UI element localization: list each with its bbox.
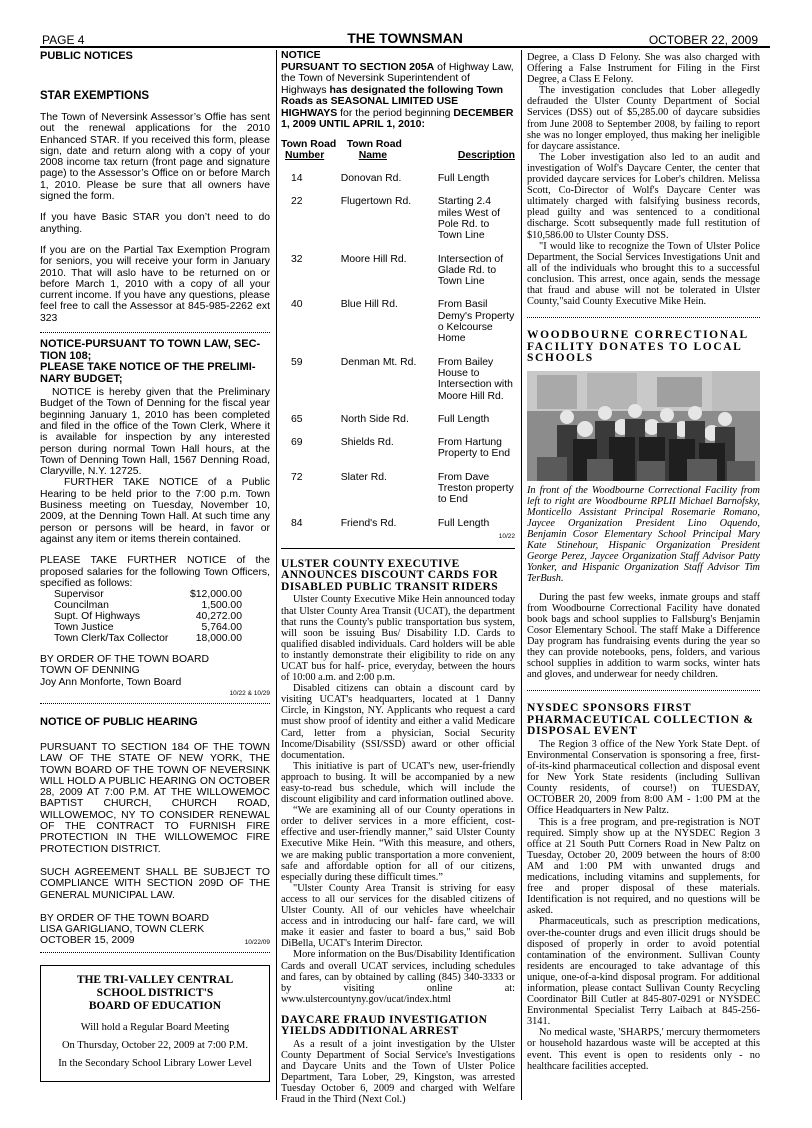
table-row: 40 Blue Hill Rd. From Basil Demy's Property o Kelcourse Home [291, 299, 515, 345]
star-paragraph: If you are on the Partial Tax Exemption Program for seniors, you will receive your form in January 2010. That will aslo have to be returned on or before March 1, 2010 with a copy of all your current income. If you have any questions, please feel free to call the Assessor at 845-985-2262 ext 323 [40, 244, 270, 324]
signature-line: BY ORDER OF THE TOWN BOARD [40, 654, 209, 666]
fraud-continued-paragraph: The investigation concludes that Lober allegedly defrauded the Ulster County Department of Social Services (DSS) out of $5,285.00 of daycare subsidies from June 2008 to September 2008, by failing to report she was no longer employed, thus making her ineligible for daycare assistance. [527, 85, 760, 152]
woodbourne-headline: WOODBOURNE CORRECTIONAL FACILITY DONATES TO LOCAL SCHOOLS [527, 329, 749, 365]
column-notices-news [281, 50, 515, 1105]
fraud-continued-paragraph: The Lober investigation also led to an audit and investigation of Wolf's Daycare Center, the center that provided daycare services for Lober's children. Melissa Scott, Co-Director of Wolf's Daycare Center was ultimately charged with falsifying business records, plead guilty and was sentenced to a conditional discharge. Scott subsequently made full restitution of $10,586.00 to Ulster County DSS. [527, 151, 760, 241]
publication-dates: 10/22 & 10/29 [229, 689, 270, 697]
publication-date: 10/22 [498, 532, 515, 540]
divider [40, 952, 270, 953]
salary-row: Town Clerk/Tax Collector 18,000.00 [54, 633, 242, 645]
group-photo [527, 371, 760, 481]
seasonal-roads-table [281, 139, 515, 529]
budget-heading: NOTICE-PURSUANT TO TOWN LAW, SEC-TION 108; [40, 338, 261, 362]
ucat-paragraph: Disabled citizens can obtain a discount card by visiting UCAT's headquarters, located at 1 Danny Circle, in Kingston, NY. Applicants who request a card must show proof of identity and either a valid Medicare Card, letter from a physician, Social Security Income/Disability (SSI/SSD) award or other official documentation. [281, 683, 515, 761]
signature-line: Joy Ann Monforte, Town Board [40, 676, 182, 688]
budget-heading: PLEASE TAKE NOTICE OF THE PRELIMI-NARY BUDGET; [40, 361, 256, 385]
signature-line: TOWN OF DENNING [40, 665, 140, 677]
hearing-paragraph: PURSUANT TO SECTION 184 OF THE TOWN LAW OF THE STATE OF NEW YORK, THE TOWN BOARD OF THE TOWN OF NEVERSINK WILL HOLD A PUBLIC HEARING ON OCTOBER 28, 2009 AT 7:00 P.M. AT THE WILLOWEMOC BAPTIST CHURCH, CHURCH ROAD, WILLOWEMOC, NY TO CONSIDER RENEWAL OF THE CONTRACT TO FURNISH FIRE PROTECTION IN THE WILLOWEMOC FIRE PROTECTION DISTRICT. [40, 741, 270, 855]
signature-line: BY ORDER OF THE TOWN BOARD [40, 912, 209, 924]
table-row: 59 Denman Mt. Rd. From Bailey House to Intersection with Moore Hill Rd. [291, 356, 513, 402]
ucat-paragraph: Ulster County Executive Mike Hein announced today that Ulster County Area Transit (UCAT), the department that runs the County's public transportation bus system, will soon be issuing Bus/ Disability I.D. Cards to qualified disabled individuals. Card holders will be able to instantly demonstrate their eligibility to ride on any UCAT bus for half- price, everyday, between the hours of 10:00 a.m. and 2:00 p.m. [281, 594, 515, 684]
notice-text: of Highway Law, the Town of Neversink Superintendent of Highways [281, 60, 514, 96]
photo-caption: In front of the Woodbourne Correctional Facility from left to right are Woodbourne RPLII Michael Barnofsky, Monticello Assistant Principal Rosemarie Romano, Jaycee Organization President Lino Oquendo, Benjamin Cosor Elementary School Principal Mary Kate Stinehour, Hispanic Organization President George Perez, Jaycee Organization Staff Advisor Patty Yonker, and Hispanic Organization Staff Advisor Tim TerBush. [527, 484, 760, 584]
box-line: In the Secondary School Library Lower Level [58, 1057, 252, 1069]
salary-row: Town Justice 5,764.00 [54, 622, 242, 634]
notice-text: has designated the following Town Roads as SEASONAL LIMITED USE HIGHWAYS [281, 83, 504, 119]
table-row: 72 Slater Rd. From Dave Treston property to End [291, 471, 514, 506]
table-row: 14 Donovan Rd. Full Length [291, 173, 490, 185]
nysdec-paragraph: No medical waste, 'SHARPS,' mercury thermometers or household hazardous waste will be accepted at this event. This event is open to residents only - no healthcare facilities accepted. [527, 1027, 760, 1072]
ucat-paragraph: This initiative is part of UCAT's new, user-friendly approach to busing. It will be accompanied by a new easy-to-read bus schedule, which will include the discount eligibility and card information outlined above. [281, 760, 515, 806]
divider [527, 690, 760, 691]
page-number: PAGE 4 [42, 33, 85, 47]
budget-paragraph: FURTHER TAKE NOTICE of a Public Hearing to be held prior to the 7:00 p.m. Town Business meeting on Tuesday, November 10, 2009, at the Denning Town Hall. At such time any person or persons will be heard, in favor or against any item or items therein contained. [40, 477, 270, 545]
group-photo-image [527, 371, 760, 481]
notice-text: for the period beginning [337, 106, 454, 119]
notice-text: PURSUANT TO SECTION 205A [281, 60, 435, 73]
box-line: Will hold a Regular Board Meeting [80, 1021, 230, 1033]
masthead [40, 30, 770, 48]
salary-row: Supt. Of Highways 40,272.00 [54, 611, 242, 623]
column-public-notices [40, 50, 270, 1082]
signature-line: OCTOBER 15, 2009 [40, 935, 135, 947]
section-title: PUBLIC NOTICES [40, 50, 133, 62]
nysdec-headline: NYSDEC SPONSORS FIRST PHARMACEUTICAL COLLECTION & DISPOSAL EVENT [527, 702, 754, 738]
fraud-paragraph: As a result of a joint investigation by the Ulster County Department of Social Service's Investigations and Daycare Units and the Town of Ulster Police Department, Tara Lober, 29, Kingston, was arrested Tuesday October 6, 2009 and charged with Welfare Fraud in the Third (Next Col.) [281, 1038, 515, 1106]
box-title: BOARD OF EDUCATION [88, 999, 222, 1012]
table-header-row [281, 139, 515, 162]
ucat-paragraph: “We are examining all of our County operations in order to deliver services in a more efficient, cost-effective and user-friendly manner,” said Ulster County Executive Mike Hein. “With this measure, and others, we are making public transportation a more convenient, safe and affordable option for all of our citizens, especially during these difficult times.” [281, 805, 515, 883]
nysdec-paragraph: The Region 3 office of the New York State Dept. of Environmental Conservation is sponsoring a free, first-of-its-kind pharmaceutical collection and disposal event for New York State residents (including Sullivan County residents, of course!) on TUESDAY, OCTOBER 20, 2009 from 8:00 AM - 1:00 PM at the Office Headquarters in New Paltz. [527, 738, 760, 817]
box-title: THE TRI-VALLEY CENTRAL [76, 973, 234, 986]
hearing-heading: NOTICE OF PUBLIC HEARING [40, 715, 198, 728]
newspaper-title: THE TOWNSMAN [347, 30, 463, 46]
divider [281, 548, 515, 549]
signature-line: LISA GARIGLIANO, TOWN CLERK [40, 924, 205, 936]
salary-row: Councilman 1,500.00 [54, 600, 242, 612]
fraud-continued-paragraph: "I would like to recognize the Town of Ulster Police Department, the Social Services Investigations Unit and all of the individuals who brought this to a successful conclusion. This arrest, once again, sends the message that fraud and abuse will not be tolerated in Ulster County,"said County Executive Mike Hein. [527, 240, 760, 308]
budget-paragraph: PLEASE TAKE FURTHER NOTICE of the proposed salaries for the following Town Officers, specified as follows: [40, 555, 270, 589]
salary-table [40, 589, 270, 644]
divider [527, 317, 760, 318]
nysdec-paragraph: Pharmaceuticals, such as prescription medications, over-the-counter drugs and even illicit drugs should be disposed of properly in order to avoid potential contamination of the environment. Sullivan County residents are encouraged to take advantage of this unique, one-of-a-kind disposal program. For additional information, please contact Sullivan County Recycling Coordinator Bill Cutler at 845-807-0291 or NYSDEC Environmental Specialist Terry Laibach at 845-256-3141. [527, 916, 760, 1028]
box-line: On Thursday, October 22, 2009 at 7:00 P.M. [61, 1039, 249, 1051]
divider [40, 703, 270, 704]
table-row: 32 Moore Hill Rd. Intersection of Glade Rd. to Town Line [291, 253, 504, 288]
salary-row: Supervisor $12,000.00 [54, 589, 242, 601]
issue-date: OCTOBER 22, 2009 [648, 33, 758, 47]
star-paragraph: The Town of Neversink Assessor’s Offie has sent out the renewal applications for the 2010 Enhanced STAR. If you received this form, please sign, date and return along with a copy of your 2008 income tax return (front page and signature page) to the Assessor’s Office on or before March 1, 2010. Please be sure that all owners have signed the form. [40, 112, 270, 203]
notice-label: NOTICE [281, 49, 321, 61]
fraud-headline: DAYCARE FRAUD INVESTIGATION YIELDS ADDITIONAL ARREST [281, 1013, 488, 1038]
fraud-continued-paragraph: Degree, a Class D Felony. She was also charged with Offering a False Instrument for Filing in the First Degree, a Class E Felony. [527, 52, 760, 86]
woodbourne-paragraph: During the past few weeks, inmate groups and staff from Woodbourne Correctional Facility have donated book bags and school supplies to Fallsburg's Benjamin Cosor Elementary School. The staff Make a Difference Day program has fundraising events during the year so they can provide notebooks, pens, folders, and various school supplies in addition to warm socks, winter hats and gloves, and underwear for needy children. [527, 591, 760, 681]
ucat-paragraph: More information on the Bus/Disability Identification Cards and overall UCAT services, including schedules and fares, can by obtained by calling (845) 340-3333 or by visiting online at: www.ulstercountyny.gov/ucat/index.html [281, 949, 515, 1005]
table-row: 84 Friend's Rd. Full Length [291, 517, 490, 529]
publication-date: 10/22/09 [244, 938, 270, 946]
box-title: SCHOOL DISTRICT'S [96, 986, 214, 999]
divider [40, 332, 270, 333]
nysdec-paragraph: This is a free program, and pre-registration is NOT required. Simply show up at the NYSDEC Region 3 office at 21 South Putt Corners Road in New Paltz on Tuesday, October 20, 2009 between the hours of 8:00 AM and 1:00 PM with unwanted drugs and medications, including vitamins and supplements, for free and proper disposal of these materials. Identification is not required, and no questions will be asked. [527, 816, 760, 917]
column-header-number: Town Road Number [281, 138, 337, 161]
column-news [527, 52, 760, 1072]
ucat-headline: ULSTER COUNTY EXECUTIVE ANNOUNCES DISCOUNT CARDS FOR DISABLED PUBLIC TRANSIT RIDERS [281, 557, 499, 593]
table-row: 65 North Side Rd. Full Length [291, 413, 490, 425]
star-heading: STAR EXEMPTIONS [40, 90, 150, 102]
school-board-notice-box [40, 965, 270, 1082]
column-header-description: Description [457, 149, 515, 161]
budget-paragraph: NOTICE is hereby given that the Preliminary Budget of the Town of Denning for the fiscal year beginning January 1, 2010 has been completed and filed in the office of the Town Clerk, Where it is available for inspection by any interested person during normal Town Hall hours, at the Town of Denning Town Hall, 1567 Denning Road, Claryville, N.Y. 12725. [40, 387, 270, 478]
seasonal-roads-notice [281, 50, 515, 131]
column-divider-2 [521, 50, 522, 1100]
star-paragraph: If you have Basic STAR you don’t need to do anything. [40, 212, 270, 235]
ucat-paragraph: "Ulster County Area Transit is striving for easy access to all our services for the disabled citizens of Ulster County. All of our vehicles have wheelchair access and in introducing our half- fare card, we will make it easier and faster to board a bus," said Bob DiBella, UCAT's Interim Director. [281, 882, 515, 950]
hearing-paragraph: SUCH AGREEMENT SHALL BE SUBJECT TO COMPLIANCE WITH SECTION 209D OF THE GENERAL MUNICIPAL LAW. [40, 866, 270, 901]
notice-text: DECEMBER 1, 2009 UNTIL APRIL 1, 2010: [281, 106, 514, 130]
column-divider-1 [276, 50, 277, 1100]
table-row: 69 Shields Rd. From Hartung Property to End [291, 437, 511, 460]
table-row: 22 Flugertown Rd. Starting 2.4 miles West of Pole Rd. to Town Line [291, 196, 500, 242]
column-header-name: Town Road Name [346, 138, 402, 161]
